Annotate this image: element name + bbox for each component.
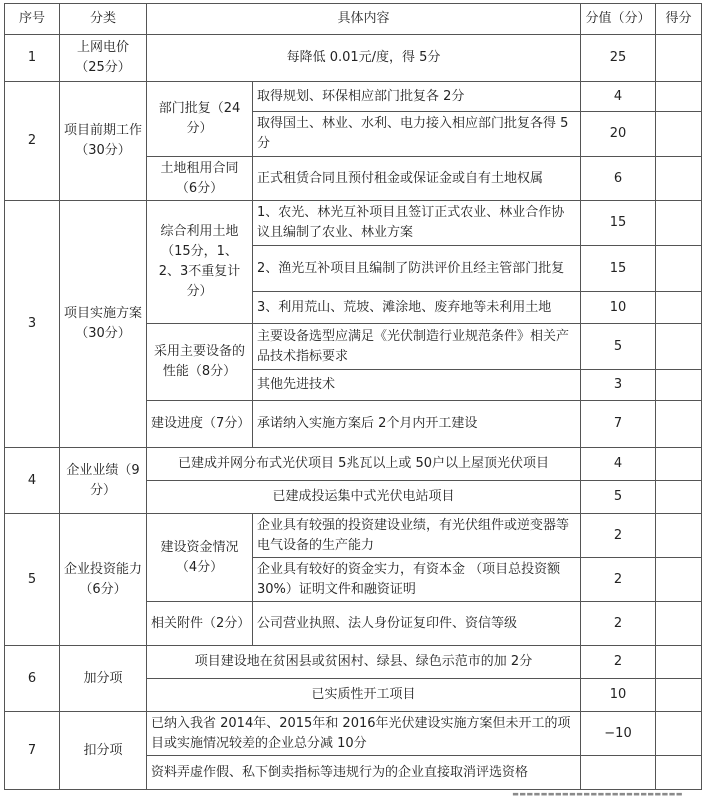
content-cell: 取得国土、林业、水利、电力接入相应部门批复各得 5分 xyxy=(253,112,581,157)
watermark-strip: ▬▬▬▬▬▬▬▬▬▬▬▬▬▬▬▬▬▬▬▬▬▬▬▬ xyxy=(512,790,683,798)
got-cell xyxy=(656,646,702,679)
table-row xyxy=(5,35,702,82)
content-cell: 资料弄虚作假、私下倒卖指标等违规行为的企业直接取消评选资格 xyxy=(147,756,581,790)
content-cell: 企业具有较强的投资建设业绩，有光伏组件或逆变器等电气设备的生产能力 xyxy=(253,514,581,558)
category-cell: 企业业绩（9分） xyxy=(60,448,147,514)
got-cell xyxy=(656,157,702,201)
subcategory-cell: 部门批复（24分） xyxy=(147,82,253,157)
category-cell: 上网电价 （25分） xyxy=(60,35,147,82)
got-cell xyxy=(656,82,702,112)
category-cell: 项目实施方案（30分） xyxy=(60,201,147,448)
got-cell xyxy=(656,201,702,246)
category-cell: 加分项 xyxy=(60,646,147,712)
score-cell: 25 xyxy=(581,35,656,82)
content-cell: 1、农光、林光互补项目且签订正式农业、林业合作协议且编制了农业、林业方案 xyxy=(253,201,581,246)
row-number: 3 xyxy=(5,201,60,448)
content-cell: 已建成并网分布式光伏项目 5兆瓦以上或 50户以上屋顶光伏项目 xyxy=(147,448,581,481)
header-got: 得分 xyxy=(656,4,702,35)
score-cell: 15 xyxy=(581,246,656,292)
header-category: 分类 xyxy=(60,4,147,35)
content-cell: 3、利用荒山、荒坡、滩涂地、废弃地等未利用土地 xyxy=(253,292,581,324)
got-cell xyxy=(656,370,702,401)
got-cell xyxy=(656,292,702,324)
row-number: 1 xyxy=(5,35,60,82)
subcategory-cell: 建设进度（7分） xyxy=(147,401,253,448)
got-cell xyxy=(656,35,702,82)
score-cell: 2 xyxy=(581,514,656,558)
table-row xyxy=(5,201,702,246)
got-cell xyxy=(656,756,702,790)
got-cell xyxy=(656,514,702,558)
scoring-table-container xyxy=(4,3,702,790)
row-number: 5 xyxy=(5,514,60,646)
table-row xyxy=(5,82,702,112)
got-cell xyxy=(656,679,702,712)
header-content: 具体内容 xyxy=(147,4,581,35)
table-row xyxy=(5,712,702,756)
content-cell: 正式租赁合同且预付租金或保证金或自有土地权属 xyxy=(253,157,581,201)
subcategory-cell: 建设资金情况（4分） xyxy=(147,514,253,602)
subcategory-cell: 土地租用合同（6分） xyxy=(147,157,253,201)
category-cell: 扣分项 xyxy=(60,712,147,790)
got-cell xyxy=(656,558,702,602)
content-cell: 主要设备选型应满足《光伏制造行业规范条件》相关产品技术指标要求 xyxy=(253,324,581,370)
score-cell: 4 xyxy=(581,82,656,112)
row-number: 7 xyxy=(5,712,60,790)
score-cell: 7 xyxy=(581,401,656,448)
got-cell xyxy=(656,481,702,514)
header-score: 分值（分） xyxy=(581,4,656,35)
content-cell: 公司营业执照、法人身份证复印件、资信等级 xyxy=(253,602,581,646)
score-cell: 10 xyxy=(581,679,656,712)
table-header-row xyxy=(5,4,702,35)
got-cell xyxy=(656,448,702,481)
content-cell: 每降低 0.01元/度，得 5分 xyxy=(147,35,581,82)
score-cell: 3 xyxy=(581,370,656,401)
subcategory-cell: 综合利用土地（15分，1、2、3不重复计分） xyxy=(147,201,253,324)
row-number: 2 xyxy=(5,82,60,201)
table-row xyxy=(5,448,702,481)
score-cell: 5 xyxy=(581,324,656,370)
score-cell: 6 xyxy=(581,157,656,201)
got-cell xyxy=(656,246,702,292)
subcategory-cell: 采用主要设备的性能（8分） xyxy=(147,324,253,401)
score-cell: 5 xyxy=(581,481,656,514)
category-cell: 项目前期工作（30分） xyxy=(60,82,147,201)
score-cell: 20 xyxy=(581,112,656,157)
table-row xyxy=(5,514,702,558)
score-cell: 2 xyxy=(581,558,656,602)
score-cell: 2 xyxy=(581,646,656,679)
got-cell xyxy=(656,112,702,157)
score-cell xyxy=(581,756,656,790)
content-cell: 取得规划、环保相应部门批复各 2分 xyxy=(253,82,581,112)
got-cell xyxy=(656,324,702,370)
content-cell: 已建成投运集中式光伏电站项目 xyxy=(147,481,581,514)
score-cell: 4 xyxy=(581,448,656,481)
score-cell: 10 xyxy=(581,292,656,324)
header-seq: 序号 xyxy=(5,4,60,35)
content-cell: 其他先进技术 xyxy=(253,370,581,401)
score-cell: 15 xyxy=(581,201,656,246)
subcategory-cell: 相关附件（2分） xyxy=(147,602,253,646)
content-cell: 项目建设地在贫困县或贫困村、绿县、绿色示范市的加 2分 xyxy=(147,646,581,679)
content-cell: 2、渔光互补项目且编制了防洪评价且经主管部门批复 xyxy=(253,246,581,292)
content-cell: 企业具有较好的资金实力，有资本金 （项目总投资额 30%）证明文件和融资证明 xyxy=(253,558,581,602)
content-cell: 已纳入我省 2014年、2015年和 2016年光伏建设实施方案但未开工的项目或实施情况较差的企业总分减 10分 xyxy=(147,712,581,756)
table-row xyxy=(5,646,702,679)
row-number: 4 xyxy=(5,448,60,514)
content-cell: 已实质性开工项目 xyxy=(147,679,581,712)
score-cell: −10 xyxy=(581,712,656,756)
row-number: 6 xyxy=(5,646,60,712)
got-cell xyxy=(656,602,702,646)
score-cell: 2 xyxy=(581,602,656,646)
scoring-table xyxy=(4,3,702,790)
got-cell xyxy=(656,401,702,448)
got-cell xyxy=(656,712,702,756)
category-cell: 企业投资能力（6分） xyxy=(60,514,147,646)
content-cell: 承诺纳入实施方案后 2个月内开工建设 xyxy=(253,401,581,448)
